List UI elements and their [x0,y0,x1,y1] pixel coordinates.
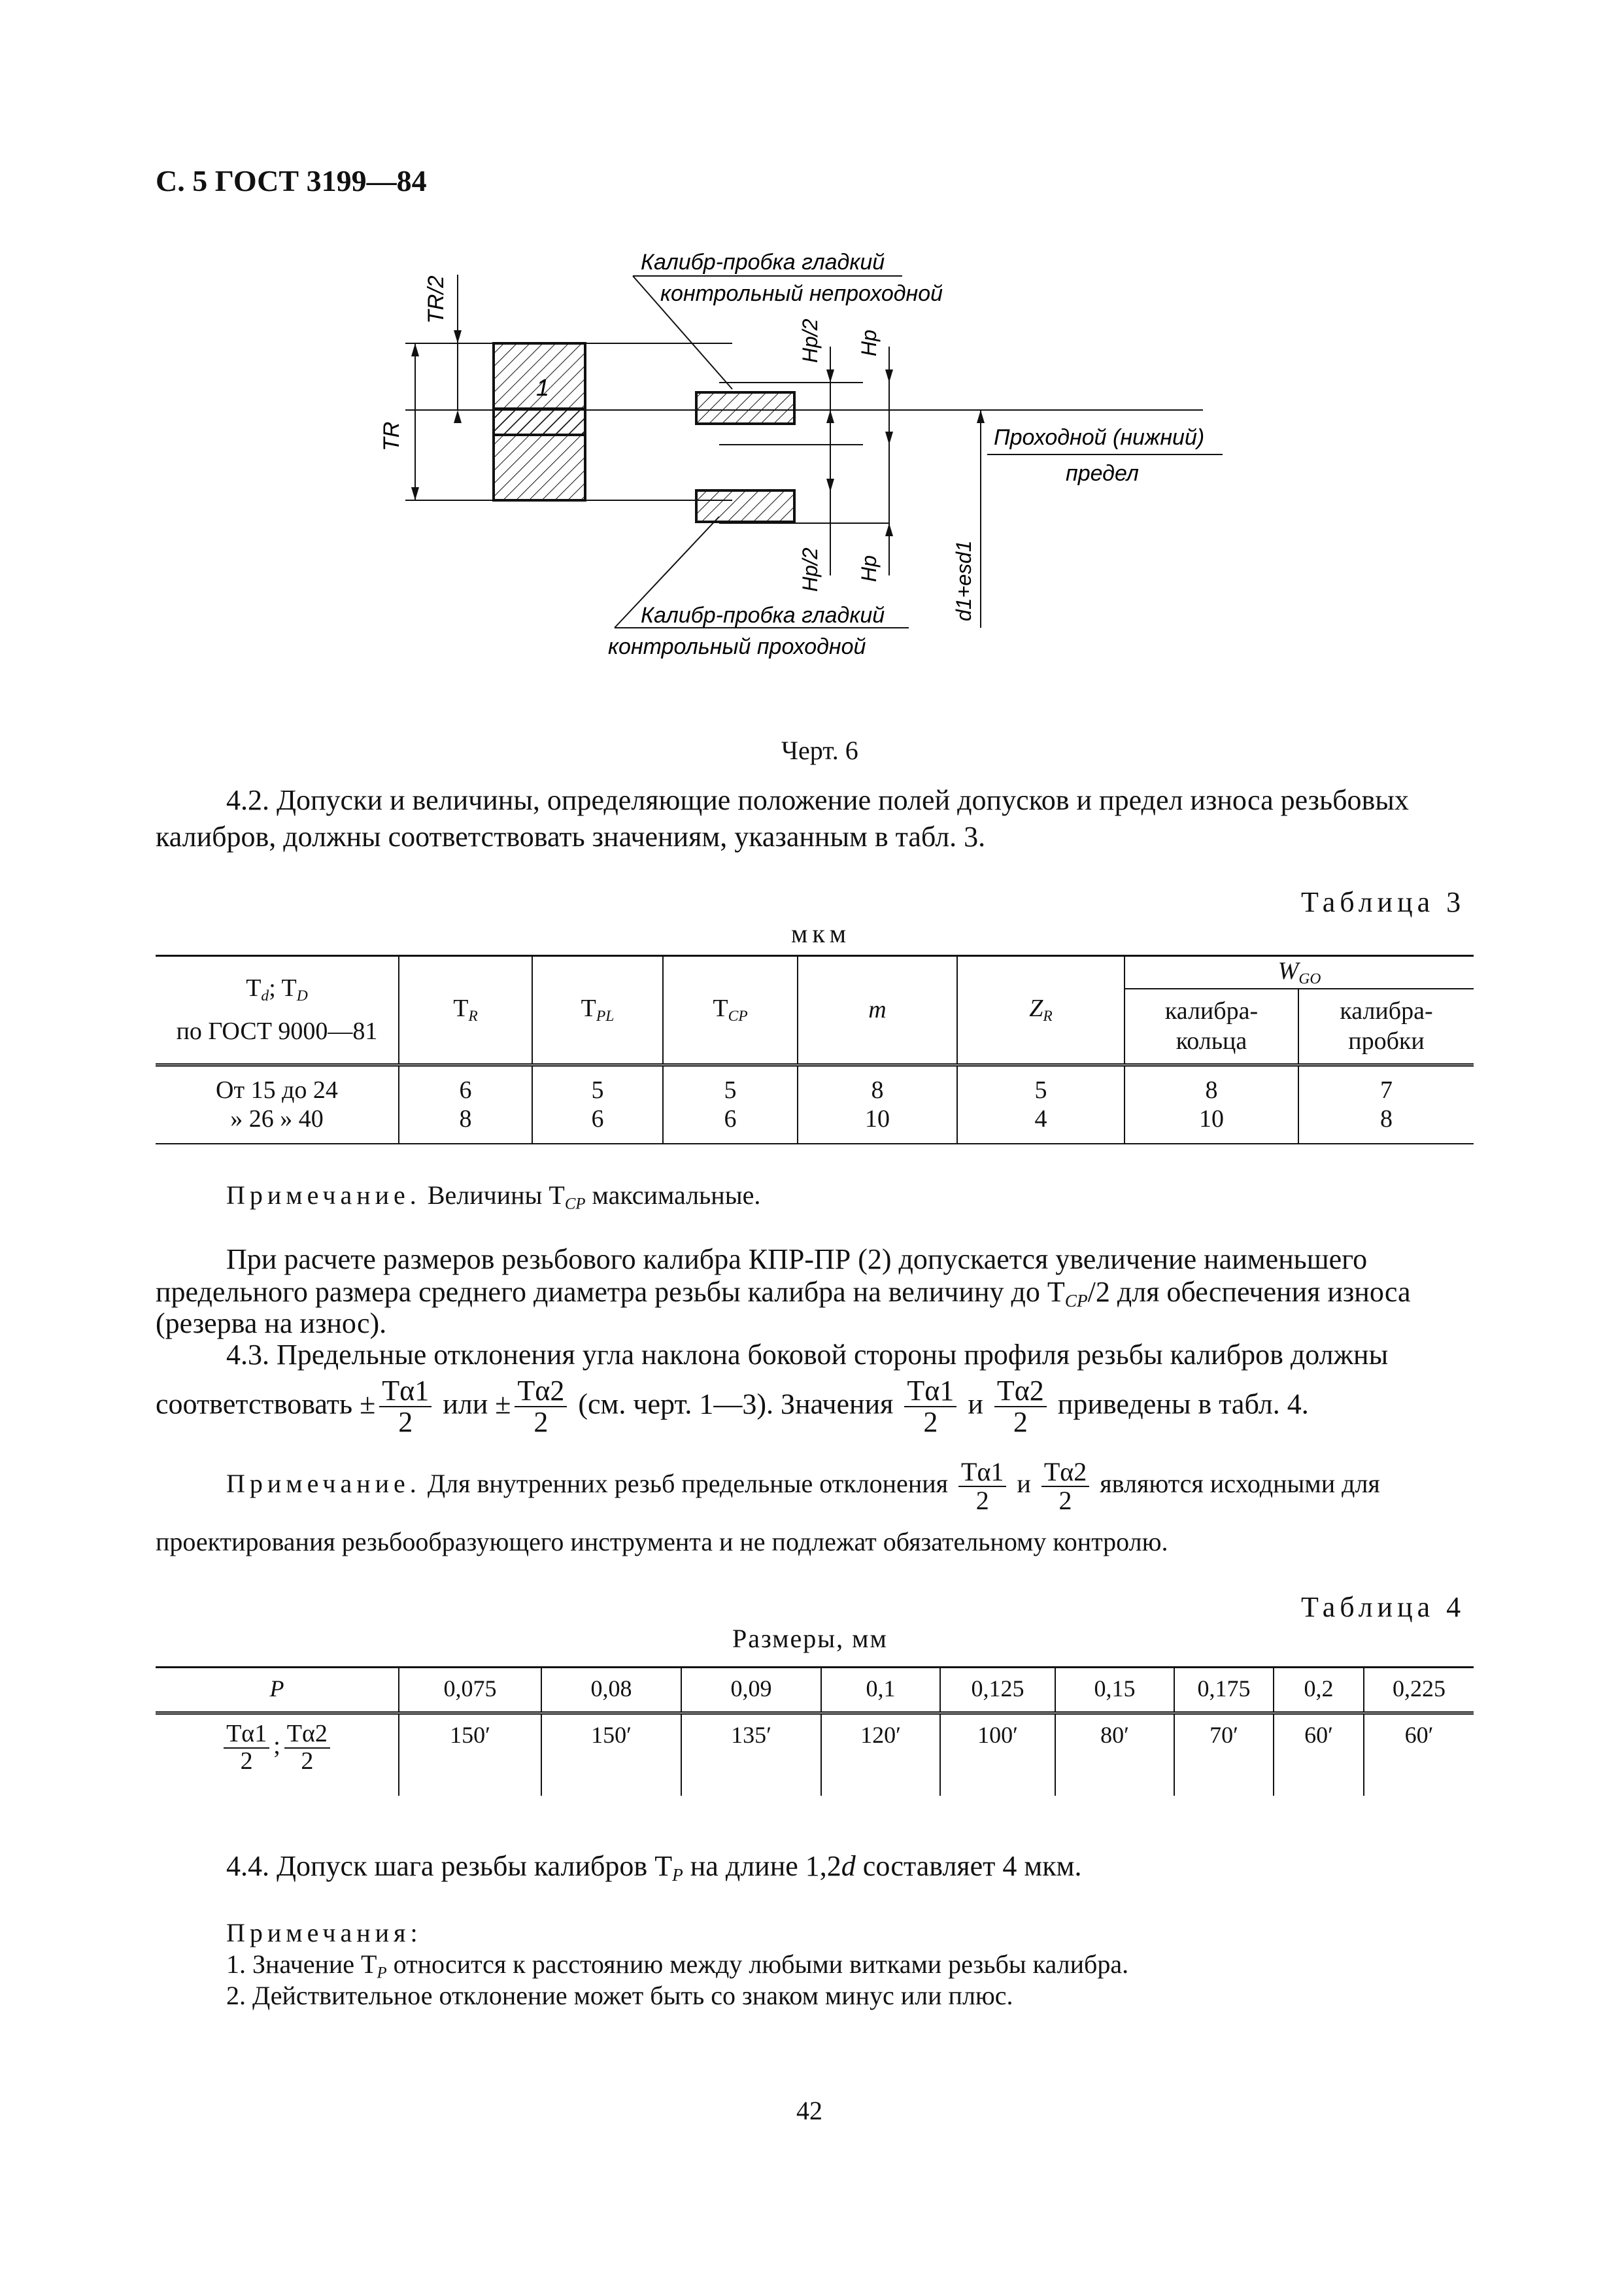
para-calc-line2: предельного размера среднего диаметра резьбы калибра на величину до $T_{CP}/2$ для обеспечения износа [156,1276,1411,1311]
hp2-top-label: Hp/2 [798,318,822,363]
table3-header-col1: $T_d$; $T_D$ по ГОСТ 9000—81 [156,956,399,1065]
hp-top-label: Hp [857,330,881,356]
fraction-ta2: $\frac{T\alpha 2}{2}$ [994,1376,1047,1437]
fraction-ta2: $\frac{T\alpha 2}{2}$ [515,1376,567,1437]
paragraph-4-4: 4.4. Допуск шага резьбы калибров $T_P$ на длине 1,2d составляет 4 мкм. [226,1850,1082,1885]
drawing-label-right-1: Проходной (нижний) [994,425,1205,450]
note-4-3: Примечание. Для внутренних резьб предельные отклонения $\frac{T\alpha 1}{2}$ и $\frac{T\alpha 2}{2}$ являются исходными для [226,1457,1380,1515]
fraction-ta1: $\frac{T\alpha 1}{2}$ [379,1376,431,1437]
table3-note: Примечание. Величины $T_{CP}$ максимальные. [226,1180,761,1213]
check-plug-no-go [696,392,794,424]
figure-caption: Черт. 6 [781,736,858,765]
paragraph-4-3-formula: соответствовать ± $\frac{T\alpha 1}{2}$ или ± $\frac{T\alpha 2}{2}$ (см. черт. 1—3). Значения $\frac{T\alpha 1}{2}$ и $\frac{T\alpha 2}{2}$ приведены в табл. 4. [156,1375,1309,1439]
paragraph-4-2: 4.2. Допуски и величины, определяющие положение полей допусков и предел износа резьбовых калибров, должны соответствовать значениям, указанным в табл. 3. [156,784,1409,853]
para-calc-line1: При расчете размеров резьбового калибра КПР-ПР (2) допускается увеличение наименьшего [226,1243,1368,1275]
table3-row: » 26 » 40 8 6 6 10 4 10 8 [156,1105,1474,1144]
drawing-label-bottom-2: контрольный проходной [608,634,866,659]
table4-unit: Размеры, мм [732,1624,888,1653]
d1-label: d1+esd1 [952,540,975,621]
hp2-bottom-label: Hp/2 [798,547,822,592]
tr2-label: TR/2 [424,275,448,324]
table3-header-plug: калибра-пробки [1340,997,1433,1055]
table3-header-zr: $Z_R$ [957,956,1125,1065]
note-4-3-cont: проектирования резьбообразующего инструмента и не подлежат обязательному контролю. [156,1527,1168,1556]
paragraph-4-3: 4.3. Предельные отклонения угла наклона боковой стороны профиля резьбы калибров должны [226,1339,1389,1371]
table3-header-wgo: $W_{GO}$ [1125,956,1474,989]
table3-header-tr: $T_R$ [399,956,532,1065]
table3-row: От 15 до 24 6 5 5 8 5 8 7 [156,1065,1474,1105]
item-number-1: 1 [536,374,550,401]
table-3 [156,955,1474,1144]
fraction-ta1: $\frac{T\alpha 1}{2}$ [904,1376,956,1437]
note-2: 2. Действительное отклонение может быть со знаком минус или плюс. [226,1981,1013,2010]
drawing-label-right-2: предел [1066,461,1139,486]
table3-label: Таблица 3 [1301,886,1466,918]
table3-header-ring: калибра-кольца [1125,989,1298,1065]
page-header: С. 5 ГОСТ 3199—84 [156,164,427,197]
para-calc-line3: (резерва на износ). [156,1307,387,1339]
table3-header-tpl: $T_{PL}$ [532,956,663,1065]
page-number: 42 [796,2096,822,2125]
notes-label: Примечания: [226,1918,422,1947]
table3-header-tcp: $T_{CP}$ [663,956,798,1065]
table4-row-angle: $\frac{T\alpha 1}{2}$ ; $\frac{T\alpha 2}{2}$ 150′ 150′ 135′ 120′ 100′ 80′ 70′ 60′ 60′ [156,1713,1474,1796]
drawing-label-top-1: Калибр-пробка гладкий [641,250,885,275]
tr-label: TR [379,421,404,451]
table-4 [156,1666,1474,1796]
table3-header-m: m [798,956,957,1065]
drawing-label-bottom-1: Калибр-пробка гладкий [641,603,885,628]
table4-row-p: P 0,075 0,08 0,09 0,1 0,125 0,15 0,175 0,2 0,225 [156,1668,1474,1713]
drawing-label-top-2: контрольный непроходной [660,281,943,306]
note-1: 1. Значение $T_P$ относится к расстоянию между любыми витками резьбы калибра. [226,1949,1129,1982]
table4-label: Таблица 4 [1301,1591,1466,1623]
gauge-drawing [366,235,1294,680]
table3-unit: мкм [791,919,851,948]
check-plug-go [696,490,794,522]
hp-bottom-label: Hp [857,555,881,582]
